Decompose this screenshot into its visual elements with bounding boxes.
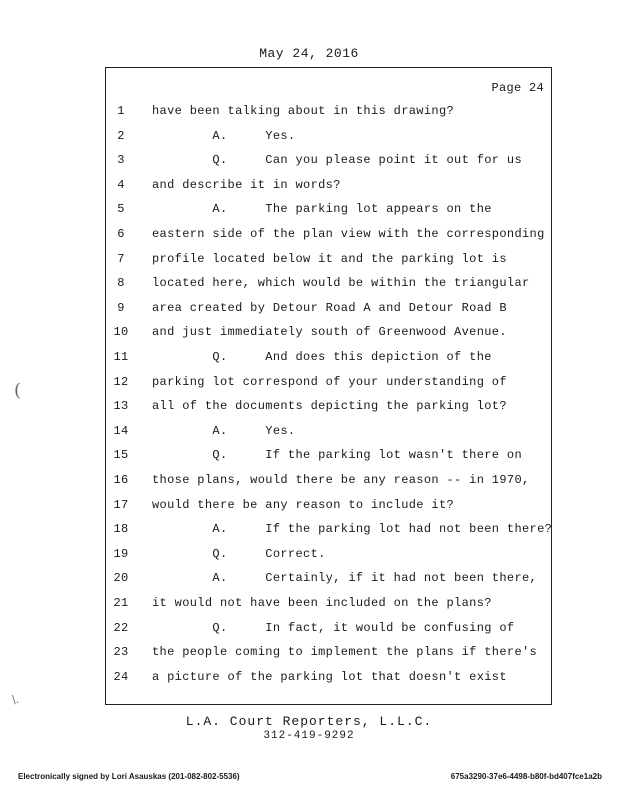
line-text: A. If the parking lot had not been there?	[152, 522, 553, 537]
line-text: Q. Can you please point it out for us	[152, 153, 523, 168]
line-text: those plans, would there be any reason -- in 1970,	[152, 473, 530, 487]
line-number: 15	[113, 448, 129, 463]
line-text: and just immediately south of Greenwood Avenue.	[152, 325, 507, 340]
line-number: 1	[117, 104, 125, 118]
line-number: 19	[113, 546, 129, 561]
line-number: 9	[117, 300, 125, 315]
line-text: located here, which would be within the triangular	[152, 276, 530, 291]
line-text: Q. Correct.	[152, 546, 326, 561]
transcript-date: May 24, 2016	[259, 46, 359, 61]
line-number: 2	[117, 128, 125, 143]
line-number: 21	[113, 596, 129, 610]
line-number: 22	[113, 620, 129, 635]
line-number: 16	[113, 473, 129, 487]
line-text: a picture of the parking lot that doesn't exist	[152, 669, 507, 684]
line-text: have been talking about in this drawing?	[152, 104, 455, 118]
line-number: 23	[113, 645, 129, 660]
line-text: Q. If the parking lot wasn't there on	[152, 448, 523, 463]
line-number: 10	[113, 325, 129, 340]
line-number: 24	[113, 669, 129, 684]
line-number: 12	[113, 374, 129, 389]
footer-company: L.A. Court Reporters, L.L.C.	[185, 714, 433, 729]
line-text: A. Yes.	[152, 128, 296, 143]
line-text: A. Yes.	[152, 423, 296, 438]
line-number: 14	[113, 423, 129, 438]
signature-note: Electronically signed by Lori Asauskas (201-082-802-5536)	[18, 772, 240, 781]
binder-mark-icon: (	[14, 380, 22, 401]
line-text: it would not have been included on the plans?	[152, 596, 492, 610]
line-number: 17	[113, 497, 129, 512]
line-text: the people coming to implement the plans if there's	[152, 645, 538, 660]
line-text: area created by Detour Road A and Detour Road B	[152, 300, 507, 315]
line-text: parking lot correspond of your understanding of	[152, 374, 507, 389]
line-text: A. Certainly, if it had not been there,	[152, 571, 538, 586]
line-text: eastern side of the plan view with the corresponding	[152, 227, 545, 241]
binder-mark-icon: \.	[12, 693, 20, 706]
page-number: Page 24	[491, 81, 544, 95]
line-number: 13	[113, 399, 129, 414]
line-number: 3	[117, 153, 125, 168]
line-number: 8	[117, 276, 125, 291]
line-text: A. The parking lot appears on the	[152, 202, 492, 217]
line-number: 18	[113, 522, 129, 537]
line-number: 6	[117, 227, 125, 241]
line-text: would there be any reason to include it?	[152, 497, 455, 512]
line-number: 5	[117, 202, 125, 217]
line-text: and describe it in words?	[152, 177, 341, 192]
line-text: Q. And does this depiction of the	[152, 350, 492, 364]
line-number: 7	[117, 251, 125, 266]
document-hash: 675a3290-37e6-4498-b80f-bd407fce1a2b	[450, 772, 602, 781]
footer-phone: 312-419-9292	[263, 730, 355, 742]
line-text: Q. In fact, it would be confusing of	[152, 620, 515, 635]
line-text: profile located below it and the parking lot is	[152, 251, 507, 266]
line-number: 4	[117, 177, 125, 192]
line-number: 11	[113, 350, 129, 364]
line-number: 20	[113, 571, 129, 586]
line-text: all of the documents depicting the parking lot?	[152, 399, 507, 414]
